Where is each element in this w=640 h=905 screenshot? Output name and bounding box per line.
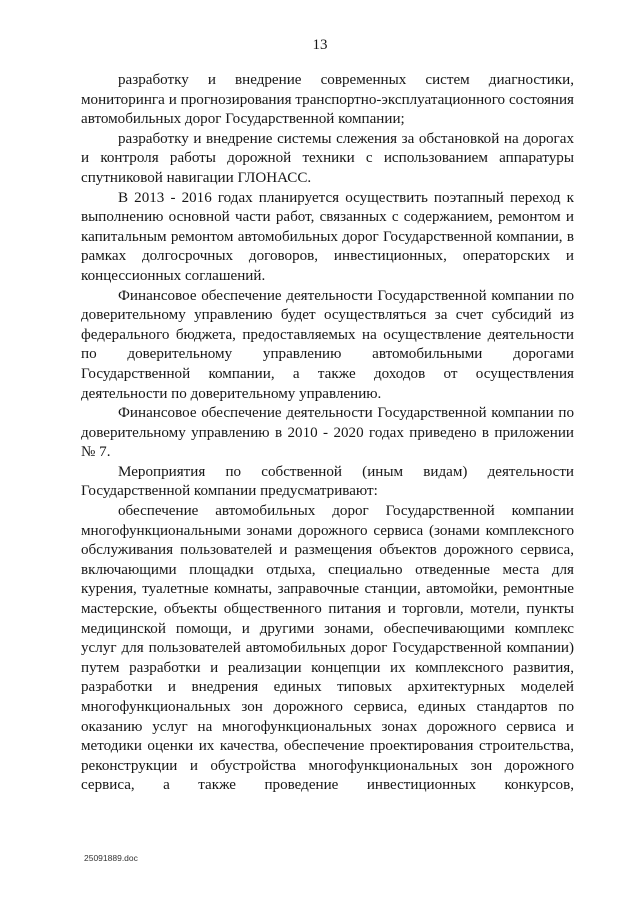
document-file-code: 25091889.doc [84,853,138,863]
paragraph-road-service-zones: обеспечение автомобильных дорог Государственной компании многофункциональными зонами дорожного сервиса (зонами комплексного обслуживания пользователей и размещения объектов дорожного сервиса, включающими площадки отдыха, специально отведенные места для курения, туалетные комнаты, заправочные станции, автомойки, ремонтные мастерские, объекты общественного питания и торговли, мотели, пункты медицинской помощи, и другими зонами, обеспечивающими комплекс услуг для пользователей автомобильных дорог Государственной компании) путем разработки и реализации концепции их комплексного развития, разработки и внедрения единых типовых архитектурных моделей многофункциональных зон дорожного сервиса, единых стандартов по оказанию услуг на многофункциональных зонах дорожного сервиса и методики оценки их качества, обеспечение проектирования строительства, реконструкции и обустройства многофункциональных зон дорожного сервиса, а также проведение инвестиционных конкурсов, [81,503,574,794]
paragraph-financing-appendix: Финансовое обеспечение деятельности Государственной компании по доверительному управлению в 2010 - 2020 годах приведено в приложении № 7. [81,405,574,461]
paragraph-financing-subsidies: Финансовое обеспечение деятельности Государственной компании по доверительному управлению будет осуществляться за счет субсидий из федерального бюджета, предоставляемых на осуществление деятельности по доверительному управлению автомобильными дорогами Государственной компании, а также доходов от осуществления деятельности по доверительному управлению. [81,287,574,402]
paragraph-glonass-tracking: разработку и внедрение системы слежения за обстановкой на дорогах и контроля работы дорожной техники с использованием аппаратуры спутниковой навигации ГЛОНАСС. [81,130,574,186]
paragraph-monitoring-systems: разработку и внедрение современных систем диагностики, мониторинга и прогнозирования транспортно-эксплуатационного состояния автомобильных дорог Государственной компании; [81,72,574,128]
page-number: 13 [312,37,328,53]
paragraph-own-activity-intro: Мероприятия по собственной (иным видам) деятельности Государственной компании предусматривают: [81,463,574,500]
document-body [81,71,574,796]
paragraph-long-term-contracts: В 2013 - 2016 годах планируется осуществить поэтапный переход к выполнению основной части работ, связанных с содержанием, ремонтом и капитальным ремонтом автомобильных дорог Государственной компании, в рамках долгосрочных договоров, инвестиционных, операторских и концессионных соглашений. [81,189,574,284]
